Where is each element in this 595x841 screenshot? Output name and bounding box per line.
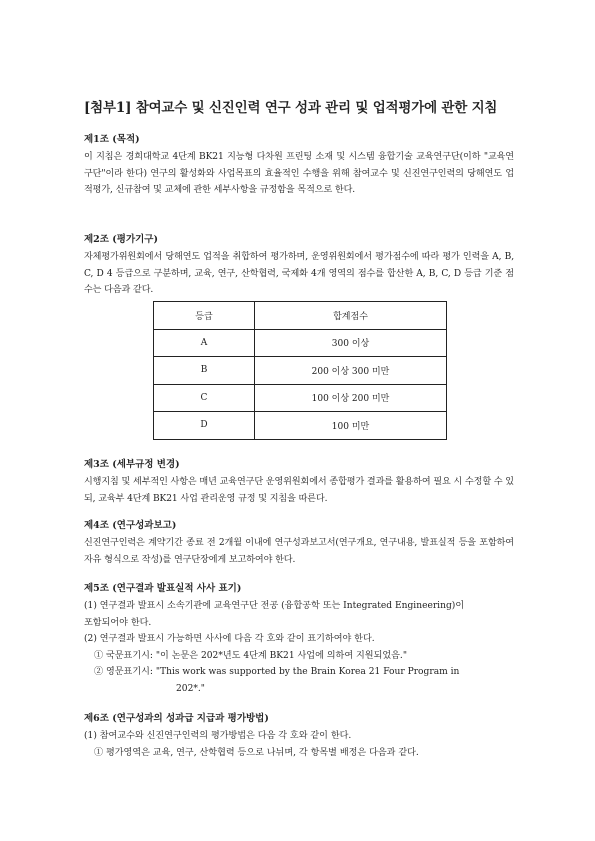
article-2-heading: 제2조 (평가기구) bbox=[84, 234, 158, 245]
article-5 bbox=[84, 582, 514, 697]
article-6-line: (1) 참여교수와 신진연구인력의 평가방법은 다음 각 호와 같이 한다. bbox=[84, 731, 352, 741]
grade-criteria-table bbox=[153, 301, 447, 440]
table-cell-score: 300 이상 bbox=[255, 329, 447, 357]
article-1-text: 이 지침은 경희대학교 4단계 BK21 지능형 다차원 프린팅 소재 및 시스템 융합기술 교육연구단(이하 "교육연구단"이라 한다) 연구의 활성화와 사업목표의 효율적인 수행을 위해 참여교수 및 신진연구인력의 당해연도 업적평가, 신규참여 및 교체에 관한 세부사항을 규정함을 목적으로 한다. bbox=[84, 152, 514, 196]
article-5-line: ② 영문표기시: "This work was supported by the Brain Korea 21 Four Program in bbox=[94, 667, 460, 677]
article-2-text: 자체평가위원회에서 당해연도 업적을 취합하여 평가하며, 운영위원회에서 평가점수에 따라 평가 인력을 A, B, C, D 4 등급으로 구분하며, 교육, 연구, 산학협력, 국제화 4개 영역의 점수를 합산한 A, B, C, D 등급 기준 점수는 다음과 같다. bbox=[84, 252, 514, 296]
table-row bbox=[154, 329, 447, 357]
article-5-line: 202*." bbox=[176, 683, 205, 694]
article-2 bbox=[84, 233, 514, 299]
article-3-text: 시행지침 및 세부적인 사항은 매년 교육연구단 운영위원회에서 종합평가 결과를 활용하여 필요 시 수정할 수 있되, 교육부 4단계 BK21 사업 관리운영 규정 및 지침을 따른다. bbox=[84, 477, 514, 504]
table-row bbox=[154, 357, 447, 385]
table-row bbox=[154, 412, 447, 440]
table-cell-grade: A bbox=[154, 329, 255, 357]
table-cell-score: 100 이상 200 미만 bbox=[255, 384, 447, 412]
table-cell-grade: C bbox=[154, 384, 255, 412]
article-6-heading: 제6조 (연구성과의 성과급 지급과 평가방법) bbox=[84, 713, 269, 724]
article-5-line: ① 국문표기시: "이 논문은 202*년도 4단계 BK21 사업에 의하여 지원되었음." bbox=[94, 650, 407, 661]
article-4-heading: 제4조 (연구성과보고) bbox=[84, 520, 177, 531]
table-header-grade: 등급 bbox=[154, 302, 255, 330]
article-1-heading: 제1조 (목적) bbox=[84, 134, 140, 145]
table-header-score: 합계점수 bbox=[255, 302, 447, 330]
article-5-line: (1) 연구결과 발표시 소속기관에 교육연구단 전공 (융합공학 또는 Integrated Engineering)이 bbox=[84, 601, 465, 611]
article-3 bbox=[84, 458, 514, 507]
article-1 bbox=[84, 133, 514, 199]
table-cell-score: 100 미만 bbox=[255, 412, 447, 440]
document-title: [첨부1] 참여교수 및 신진인력 연구 성과 관리 및 업적평가에 관한 지침 bbox=[84, 100, 498, 116]
article-5-heading: 제5조 (연구결과 발표실적 사사 표기) bbox=[84, 583, 242, 594]
article-4-text: 신진연구인력은 계약기간 종료 전 2개월 이내에 연구성과보고서(연구개요, 연구내용, 발표실적 등을 포함하여 자유 형식으로 작성)를 연구단장에게 보고하여야 한다. bbox=[84, 538, 514, 565]
article-3-heading: 제3조 (세부규정 변경) bbox=[84, 459, 180, 470]
table-cell-grade: B bbox=[154, 357, 255, 385]
article-6 bbox=[84, 712, 514, 761]
table-header-row bbox=[154, 302, 447, 330]
table-cell-score: 200 이상 300 미만 bbox=[255, 357, 447, 385]
article-5-line: (2) 연구결과 발표시 가능하면 사사에 다음 각 호와 같이 표기하여야 한다. bbox=[84, 634, 375, 644]
table-row bbox=[154, 384, 447, 412]
article-4 bbox=[84, 519, 514, 568]
article-5-line: 포함되어야 한다. bbox=[84, 617, 152, 628]
table-cell-grade: D bbox=[154, 412, 255, 440]
article-6-line: ① 평가영역은 교육, 연구, 산학협력 등으로 나뉘며, 각 항목별 배정은 다음과 같다. bbox=[94, 747, 419, 758]
